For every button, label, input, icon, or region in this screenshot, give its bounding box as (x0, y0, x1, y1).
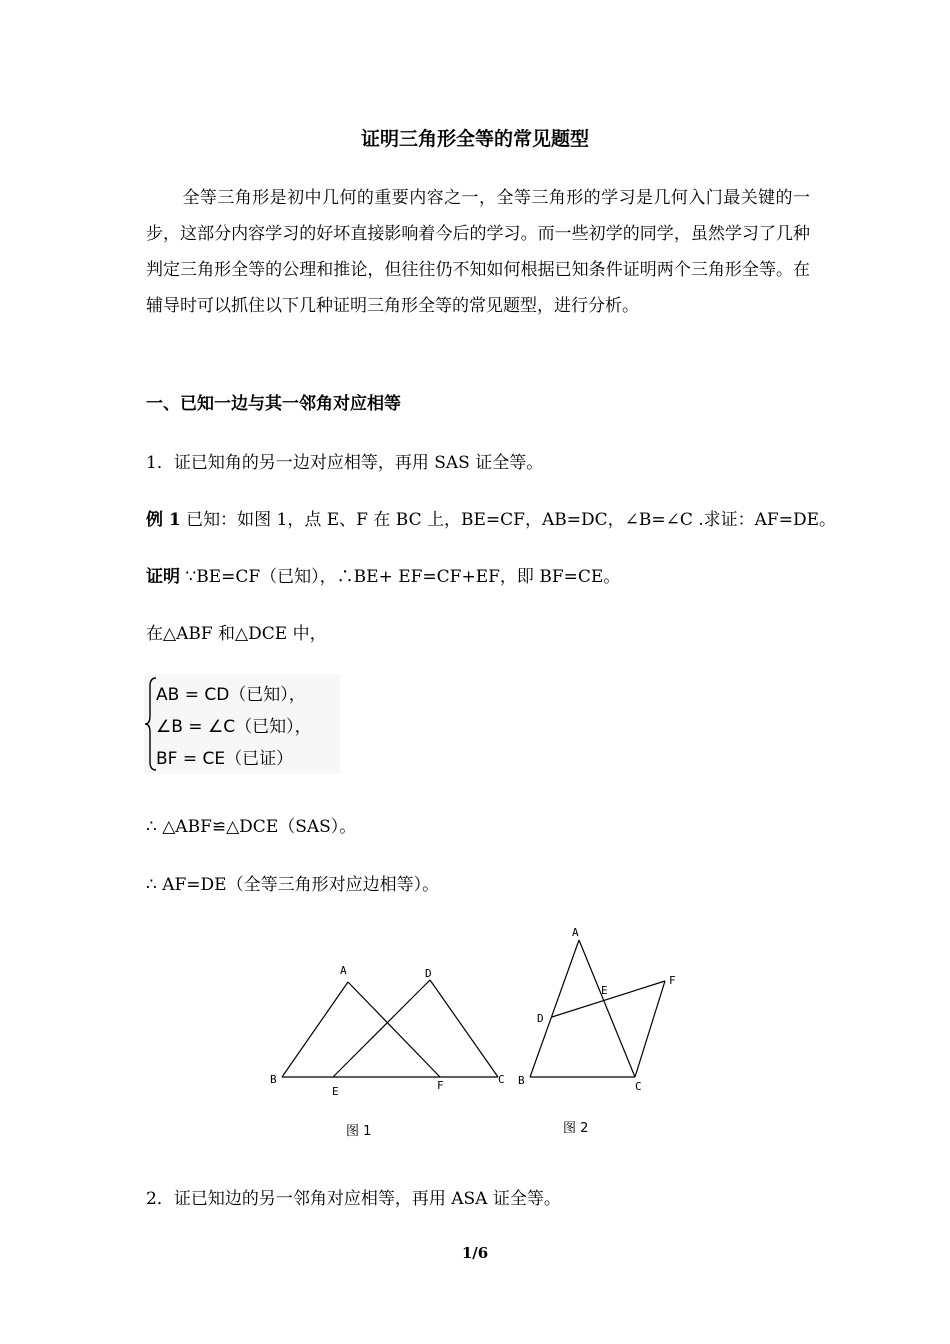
fig2-caption: 图 2 (563, 1121, 589, 1136)
page-title: 证明三角形全等的常见题型 (360, 128, 589, 150)
example-label: 例 1 (146, 510, 181, 530)
proof-line (146, 562, 620, 587)
system-line-1: AB = CD（已知）， (156, 685, 306, 705)
example-text: 已知：如图 1，点 E、F 在 BC 上，BE=CF，AB=DC，∠B=∠C .求证：AF=DE。 (180, 510, 837, 530)
conclusion-1: ∴ △ABF≌△DCE（SAS）。 (146, 817, 357, 837)
fig2-label-a: A (572, 926, 579, 939)
figure-1 (260, 955, 520, 1145)
method-item-1: 1．证已知角的另一边对应相等，再用 SAS 证全等。 (146, 453, 544, 473)
example-1 (146, 505, 836, 530)
conclusion-2: ∴ AF=DE（全等三角形对应边相等）。 (146, 875, 440, 895)
system-line-3: BF = CE（已证） (156, 749, 294, 769)
fig2-label-f: F (669, 974, 676, 987)
fig2-label-e: E (601, 984, 608, 997)
in-triangles-line: 在△ABF 和△DCE 中， (146, 624, 327, 644)
fig2-label-d: D (537, 1012, 544, 1025)
section-heading: 一、已知一边与其一邻角对应相等 (146, 394, 401, 414)
equation-system (144, 674, 340, 774)
current-page: 1 (461, 1244, 473, 1262)
intro-text: 全等三角形是初中几何的重要内容之一，全等三角形的学习是几何入门最关键的一步，这部分内容学习的好坏直接影响着今后的学习。而一些初学的同学，虽然学习了几种判定三角形全等的公理和推论，但往往仍不知如何根据已知条件证明两个三角形全等。在辅导时可以抓住以下几种证明三角形全等的常见题型，进行分析。 (146, 188, 810, 316)
fig2-label-c: C (635, 1080, 642, 1093)
proof-text: ∵BE=CF（已知），∴BE+ EF=CF+EF，即 BF=CE。 (180, 567, 621, 587)
fig1-label-e: E (332, 1085, 339, 1098)
total-pages: 6 (477, 1244, 489, 1262)
page-separator: / (472, 1244, 478, 1262)
method-item-2: 2．证已知边的另一邻角对应相等，再用 ASA 证全等。 (146, 1189, 561, 1209)
fig2-label-b: B (518, 1074, 525, 1087)
fig1-label-a: A (340, 964, 347, 977)
fig1-label-d: D (425, 967, 432, 980)
proof-label: 证明 (146, 567, 180, 587)
page-number (0, 1244, 950, 1262)
fig1-caption: 图 1 (346, 1124, 372, 1139)
fig1-label-c: C (498, 1073, 505, 1086)
fig1-label-f: F (437, 1079, 444, 1092)
system-line-2: ∠B = ∠C（已知）， (156, 717, 312, 737)
intro-paragraph (146, 180, 810, 324)
figure-2 (505, 920, 695, 1140)
fig1-label-b: B (270, 1073, 277, 1086)
